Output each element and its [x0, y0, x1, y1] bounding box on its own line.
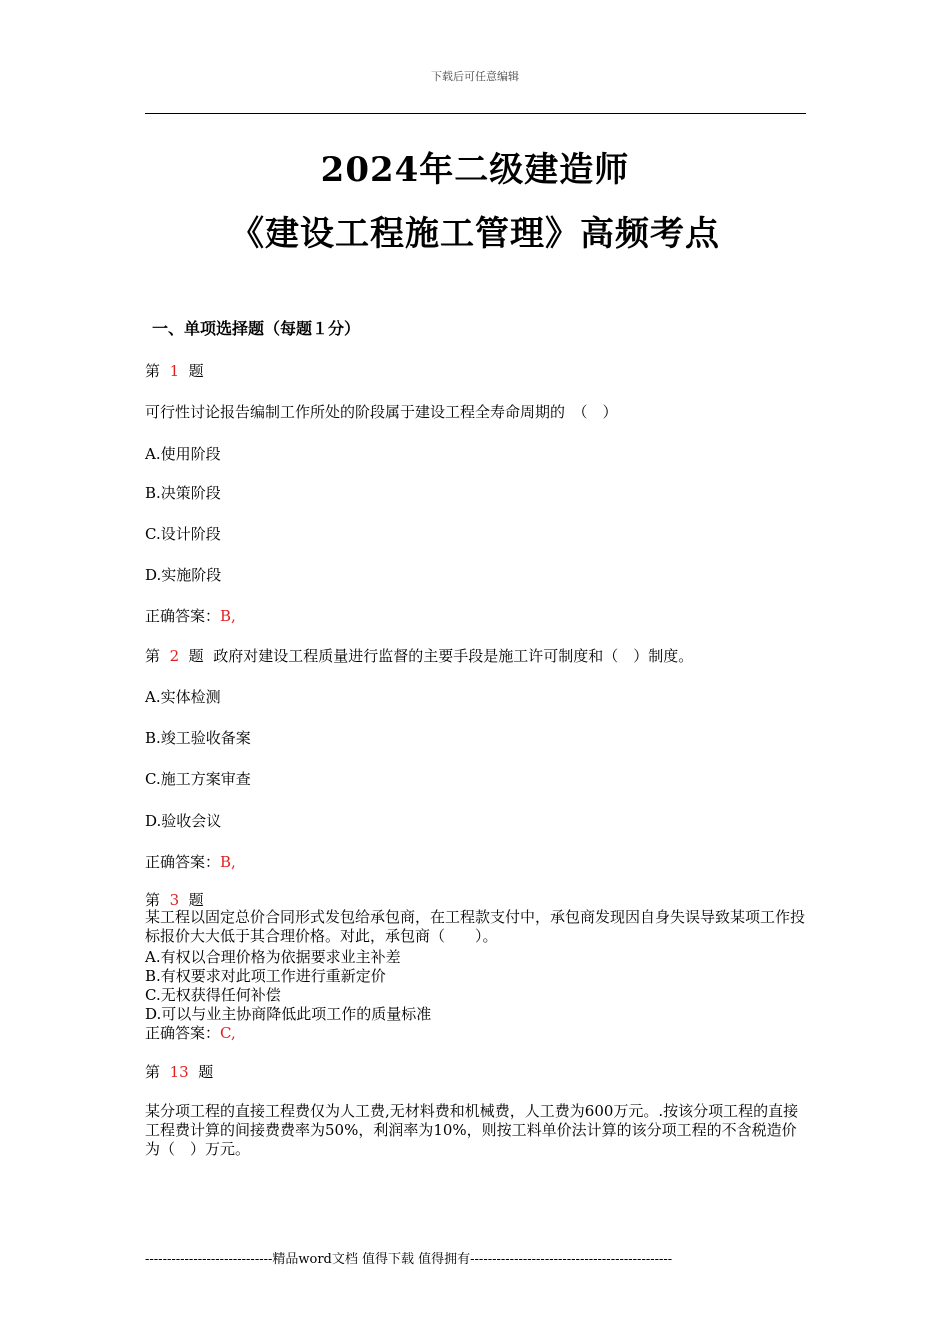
question-1-answer: [145, 605, 236, 626]
question-2-option-c: C.施工方案审查: [145, 770, 251, 788]
question-1-option-a: A.使用阶段: [145, 445, 221, 463]
question-2-option-b: B.竣工验收备案: [145, 729, 251, 747]
document-title-line2: 《建设工程施工管理》高频考点: [230, 214, 720, 254]
question-prefix: 第: [145, 891, 161, 909]
section-heading: 一、单项选择题（每题１分）: [152, 319, 361, 338]
question-3-text: 某工程以固定总价合同形式发包给承包商，在工程款支付中，承包商发现因自身失误导致某项工作投标报价大大低于其合理价格。对此，承包商（ ）。: [145, 908, 806, 945]
question-num: 13: [169, 1063, 189, 1081]
answer-label: 正确答案：: [145, 1024, 221, 1042]
question-13-number: [145, 1061, 213, 1082]
question-1-option-b: B.决策阶段: [145, 484, 221, 502]
question-text: 政府对建设工程质量进行监督的主要手段是施工许可制度和（ ）制度。: [213, 647, 694, 665]
question-1-option-d: D.实施阶段: [145, 566, 222, 584]
question-1-number: [145, 360, 204, 381]
question-2-line: [145, 645, 693, 666]
question-prefix: 第: [145, 362, 161, 380]
question-2-option-d: D.验收会议: [145, 812, 222, 830]
header-rule: [145, 113, 806, 114]
answer-value: C,: [220, 1024, 236, 1042]
question-2-answer: [145, 851, 236, 872]
question-1-text: 可行性讨论报告编制工作所处的阶段属于建设工程全寿命周期的 （ ）: [145, 403, 618, 421]
question-3-number: [145, 889, 204, 910]
question-num: 2: [169, 647, 180, 665]
header-note: 下载后可任意编辑: [431, 70, 519, 83]
document-title-line1: 2024年二级建造师: [320, 150, 630, 190]
page-footer: -----------------------------精品word文档 值得下载 值得拥有----------------------------------------------: [145, 1252, 673, 1267]
question-13-text: 某分项工程的直接工程费仅为人工费,无材料费和机械费，人工费为600万元。.按该分项工程的直接工程费计算的间接费费率为50%，利润率为10%，则按工料单价法计算的该分项工程的不含税造价为（ ）万元。: [145, 1102, 799, 1158]
answer-label: 正确答案：: [145, 853, 221, 871]
question-1-option-c: C.设计阶段: [145, 525, 221, 543]
question-3-option-b: B.有权要求对此项工作进行重新定价: [145, 967, 386, 985]
question-prefix: 第: [145, 1063, 161, 1081]
question-3-answer: [145, 1022, 236, 1043]
question-suffix: 题: [188, 647, 204, 665]
question-3-option-d: D.可以与业主协商降低此项工作的质量标准: [145, 1005, 432, 1023]
question-suffix: 题: [198, 1063, 214, 1081]
question-3-option-c: C.无权获得任何补偿: [145, 986, 281, 1004]
question-suffix: 题: [188, 362, 204, 380]
question-num: 1: [169, 362, 180, 380]
answer-label: 正确答案：: [145, 607, 221, 625]
answer-value: B,: [220, 607, 236, 625]
question-suffix: 题: [188, 891, 204, 909]
question-prefix: 第: [145, 647, 161, 665]
question-3-option-a: A.有权以合理价格为依据要求业主补差: [145, 948, 401, 966]
question-num: 3: [169, 891, 180, 909]
question-2-option-a: A.实体检测: [145, 688, 221, 706]
answer-value: B,: [220, 853, 236, 871]
